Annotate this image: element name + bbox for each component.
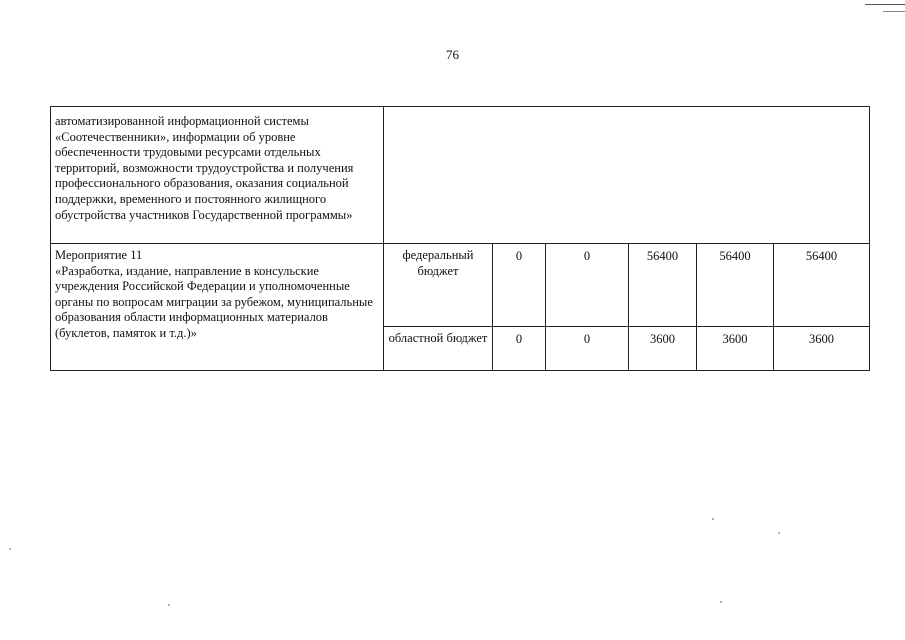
measure-title: Мероприятие 11 — [55, 248, 143, 262]
table-row — [51, 107, 870, 244]
continuation-cell: автоматизированной информационной системы «Соотечественники», информации об уровне обеспеченности трудовыми ресурсами отдельных территорий, возможности трудоустройства и получения профессионального образования, оказания социальной поддержки, временного и постоянного жилищного обустройства участников Государственной программы» — [51, 107, 384, 244]
value-cell: 0 — [493, 327, 546, 371]
measure-cell — [51, 244, 384, 371]
budget-table — [50, 106, 870, 371]
value-cell: 3600 — [697, 327, 774, 371]
value-cell: 3600 — [629, 327, 697, 371]
funding-source: федеральный бюджет — [384, 244, 493, 327]
value-cell: 56400 — [629, 244, 697, 327]
value-cell: 0 — [546, 327, 629, 371]
scan-edge-mark — [865, 4, 905, 5]
value-cell: 56400 — [697, 244, 774, 327]
funding-source: областной бюджет — [384, 327, 493, 371]
page-number: 76 — [446, 47, 459, 62]
value-cell: 0 — [546, 244, 629, 327]
scan-speck — [720, 601, 722, 603]
table-row — [51, 244, 870, 327]
empty-cell — [384, 107, 870, 244]
scan-edge-mark — [883, 11, 905, 12]
value-cell: 56400 — [774, 244, 870, 327]
scan-speck — [9, 548, 11, 550]
value-cell: 3600 — [774, 327, 870, 371]
measure-description: «Разработка, издание, направление в консульские учреждения Российской Федерации и уполномоченные органы по вопросам миграции за рубежом, муниципальные образования области информационных материалов (буклетов, памяток и т.д.)» — [55, 263, 373, 340]
scan-speck — [778, 532, 780, 534]
scan-speck — [712, 518, 714, 520]
scan-speck — [168, 604, 170, 606]
value-cell: 0 — [493, 244, 546, 327]
